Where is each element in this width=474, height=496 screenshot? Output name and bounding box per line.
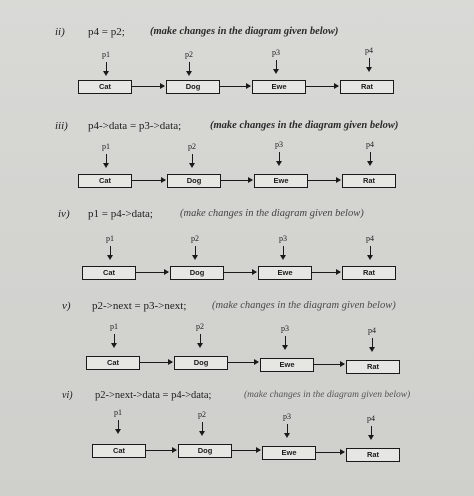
pointer-arrow-p3 [279, 152, 280, 162]
next-link [140, 362, 172, 363]
pointer-label-p4: p4 [366, 234, 374, 243]
node-rat: Rat [340, 80, 394, 94]
pointer-label-p2: p2 [188, 142, 196, 151]
pointer-arrow-p2 [200, 334, 201, 344]
node-rat: Rat [342, 174, 396, 188]
pointer-arrow-p4 [369, 58, 370, 68]
node-cat: Cat [78, 80, 132, 94]
next-link [316, 452, 344, 453]
pointer-arrow-p2 [189, 62, 190, 72]
pointer-label-p2: p2 [191, 234, 199, 243]
next-link [146, 450, 176, 451]
pointer-label-p4: p4 [366, 140, 374, 149]
pointer-arrow-p4 [371, 426, 372, 436]
node-dog: Dog [167, 174, 221, 188]
roman-numeral: vi) [62, 390, 73, 401]
node-ewe: Ewe [254, 174, 308, 188]
pointer-arrow-p3 [285, 336, 286, 346]
next-link [220, 86, 250, 87]
pointer-label-p4: p4 [367, 414, 375, 423]
pointer-arrow-p3 [276, 60, 277, 70]
pointer-label-p1: p1 [102, 142, 110, 151]
node-rat: Rat [346, 360, 400, 374]
roman-numeral: ii) [55, 26, 65, 38]
pointer-arrow-p1 [106, 62, 107, 72]
node-rat: Rat [342, 266, 396, 280]
node-ewe: Ewe [252, 80, 306, 94]
pointer-label-p3: p3 [279, 234, 287, 243]
code-statement: p2->next->data = p4->data; [95, 390, 212, 401]
node-dog: Dog [166, 80, 220, 94]
pointer-arrow-p1 [118, 420, 119, 430]
next-link [308, 180, 340, 181]
next-link [132, 86, 164, 87]
pointer-arrow-p1 [114, 334, 115, 344]
next-link [314, 364, 344, 365]
node-cat: Cat [78, 174, 132, 188]
next-link [136, 272, 168, 273]
next-link [132, 180, 165, 181]
pointer-label-p4: p4 [365, 46, 373, 55]
pointer-arrow-p2 [192, 154, 193, 164]
pointer-arrow-p1 [110, 246, 111, 256]
code-statement: p1 = p4->data; [88, 208, 153, 220]
instruction-note: (make changes in the diagram given below) [210, 120, 399, 131]
node-ewe: Ewe [258, 266, 312, 280]
pointer-label-p2: p2 [185, 50, 193, 59]
pointer-arrow-p3 [287, 424, 288, 434]
pointer-label-p2: p2 [196, 322, 204, 331]
instruction-note: (make changes in the diagram given below) [212, 300, 396, 311]
section-header [0, 120, 474, 140]
pointer-label-p1: p1 [106, 234, 114, 243]
code-statement: p4 = p2; [88, 26, 125, 38]
pointer-arrow-p1 [106, 154, 107, 164]
pointer-label-p2: p2 [198, 410, 206, 419]
roman-numeral: iv) [58, 208, 70, 220]
pointer-arrow-p4 [370, 152, 371, 162]
pointer-label-p3: p3 [281, 324, 289, 333]
pointer-label-p3: p3 [283, 412, 291, 421]
next-link [232, 450, 260, 451]
section-header [0, 208, 474, 228]
next-link [228, 362, 258, 363]
next-link [306, 86, 338, 87]
roman-numeral: v) [62, 300, 71, 312]
roman-numeral: iii) [55, 120, 68, 132]
pointer-label-p1: p1 [110, 322, 118, 331]
pointer-arrow-p4 [372, 338, 373, 348]
code-statement: p4->data = p3->data; [88, 120, 182, 132]
instruction-note: (make changes in the diagram given below) [150, 26, 339, 37]
node-ewe: Ewe [260, 358, 314, 372]
node-cat: Cat [82, 266, 136, 280]
pointer-arrow-p2 [202, 422, 203, 432]
section-header [0, 390, 474, 410]
instruction-note: (make changes in the diagram given below) [180, 208, 364, 219]
node-ewe: Ewe [262, 446, 316, 460]
next-link [224, 272, 256, 273]
node-dog: Dog [178, 444, 232, 458]
pointer-label-p1: p1 [102, 50, 110, 59]
section-header [0, 300, 474, 320]
node-cat: Cat [86, 356, 140, 370]
pointer-arrow-p3 [283, 246, 284, 256]
pointer-arrow-p2 [195, 246, 196, 256]
pointer-label-p4: p4 [368, 326, 376, 335]
pointer-label-p1: p1 [114, 408, 122, 417]
section-header [0, 26, 474, 46]
node-cat: Cat [92, 444, 146, 458]
pointer-arrow-p4 [370, 246, 371, 256]
node-dog: Dog [174, 356, 228, 370]
next-link [221, 180, 252, 181]
next-link [312, 272, 340, 273]
node-rat: Rat [346, 448, 400, 462]
node-dog: Dog [170, 266, 224, 280]
pointer-label-p3: p3 [272, 48, 280, 57]
code-statement: p2->next = p3->next; [92, 300, 187, 312]
instruction-note: (make changes in the diagram given below) [244, 390, 411, 400]
pointer-label-p3: p3 [275, 140, 283, 149]
